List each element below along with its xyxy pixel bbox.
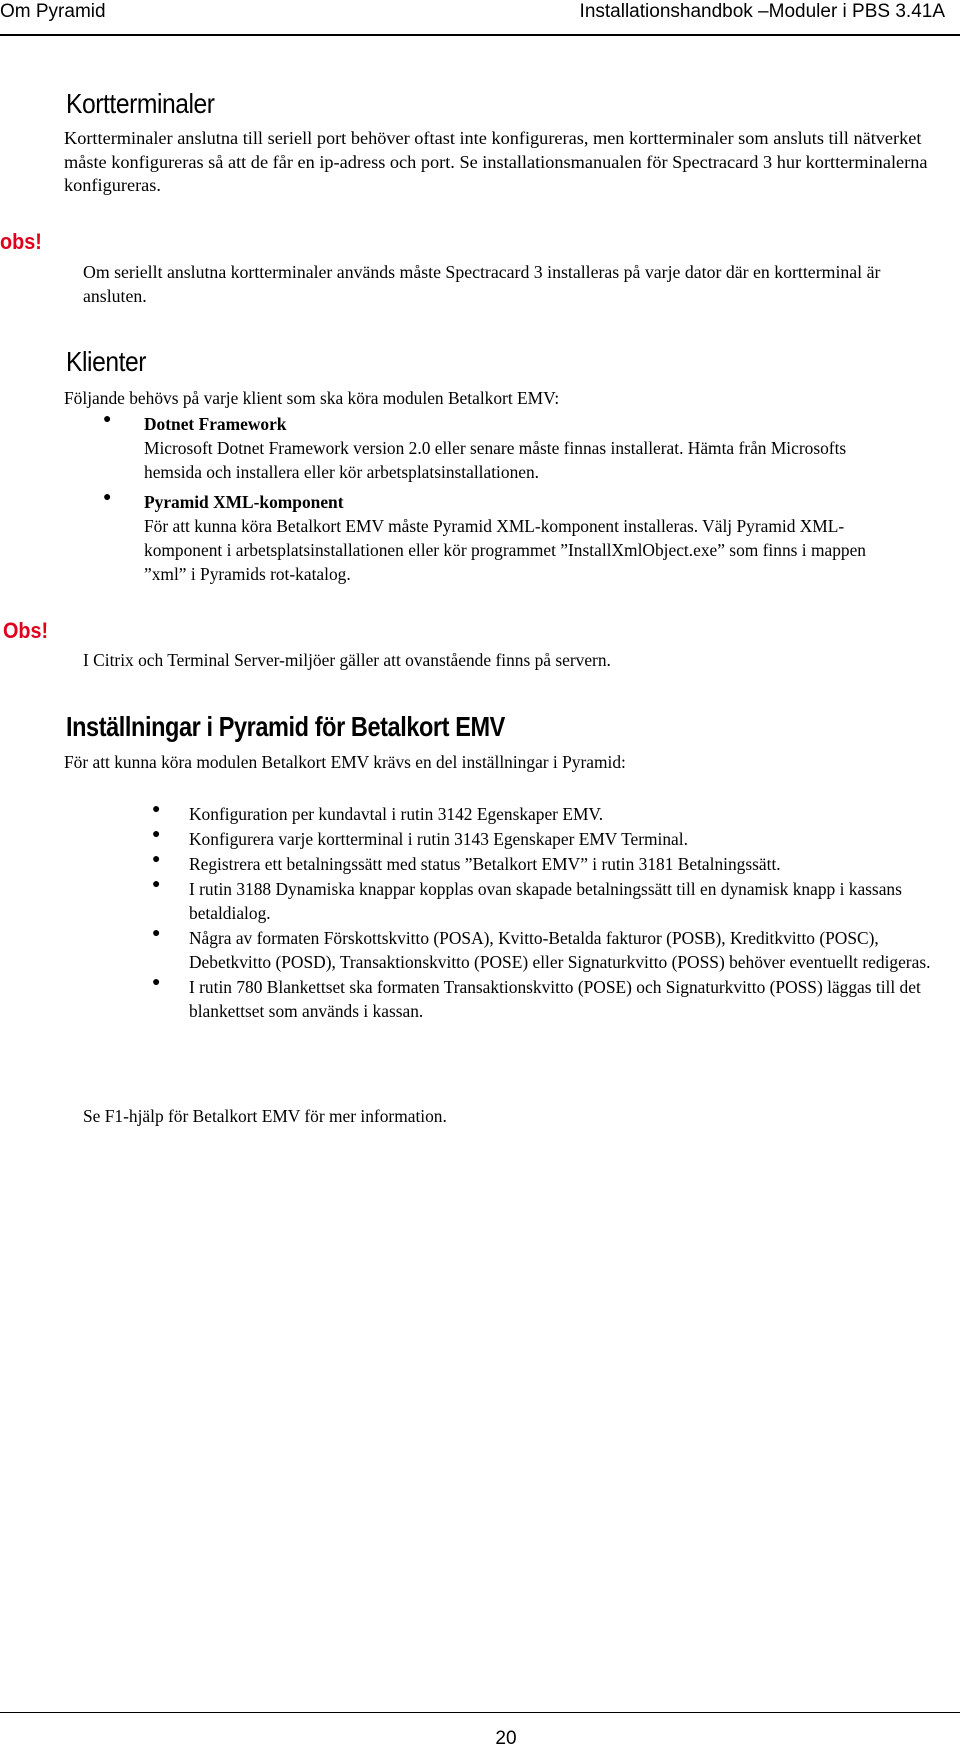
note-label-obs: obs!	[0, 229, 42, 254]
list-item	[152, 926, 934, 974]
list-item	[152, 852, 934, 876]
installningar-outro: Se F1-hjälp för Betalkort EMV för mer information.	[83, 1106, 447, 1126]
list-item	[152, 827, 934, 851]
header-right: Installationshandbok –Moduler i PBS 3.41A	[579, 1, 945, 22]
footer-divider	[0, 1712, 960, 1713]
bullet-icon: ●	[152, 975, 161, 990]
bullet-icon: ●	[152, 852, 161, 867]
note-text-obs: Om seriellt anslutna kortterminaler används måste Spectracard 3 installeras på varje dator där en kortterminal är ansluten.	[83, 262, 881, 306]
bullet-icon: ●	[152, 926, 161, 941]
installningar-list	[152, 802, 934, 1024]
bullet-icon: ●	[152, 802, 161, 817]
page-number: 20	[495, 1728, 517, 1749]
klienter-intro: Följande behövs på varje klient som ska köra modulen Betalkort EMV:	[64, 388, 560, 408]
list-item	[152, 877, 934, 925]
list-item-text: Några av formaten Förskottskvitto (POSA), Kvitto-Betalda fakturor (POSB), Kreditkvitto (POSC), Debetkvitto (POSD), Transaktionskvitto (POSE) eller Signaturkvitto (POSS) behöver eventuellt redigeras.	[189, 928, 931, 972]
section-title-kortterminaler: Kortterminaler	[66, 88, 215, 119]
list-item	[152, 802, 934, 826]
kortterminaler-paragraph: Kortterminaler anslutna till seriell port behöver oftast inte konfigureras, men kortterminaler som ansluts till nätverket måste konfigureras så att de får en ip-adress och port. Se installationsmanualen för Spectracard 3 hur kortterminalerna konfigureras.	[64, 128, 928, 195]
header-divider	[0, 34, 960, 36]
section-title-installningar: Inställningar i Pyramid för Betalkort EMV	[66, 711, 505, 742]
list-item-term: Pyramid XML-komponent	[144, 492, 344, 512]
list-item	[152, 975, 934, 1023]
note-text-obs-2: I Citrix och Terminal Server-miljöer gäller att ovanstående finns på servern.	[83, 650, 611, 670]
bullet-icon: ●	[103, 412, 112, 427]
klienter-list	[103, 412, 884, 592]
list-item-text: Registrera ett betalningssätt med status ”Betalkort EMV” i rutin 3181 Betalningssätt.	[189, 854, 781, 874]
list-item-text: Konfiguration per kundavtal i rutin 3142 Egenskaper EMV.	[189, 804, 604, 824]
installningar-intro: För att kunna köra modulen Betalkort EMV krävs en del inställningar i Pyramid:	[64, 752, 626, 772]
note-label-obs-2: Obs!	[3, 618, 49, 643]
header-left: Om Pyramid	[0, 1, 106, 22]
section-title-klienter: Klienter	[66, 346, 147, 377]
list-item	[103, 490, 884, 586]
bullet-icon: ●	[152, 827, 161, 842]
list-item-text: I rutin 3188 Dynamiska knappar kopplas ovan skapade betalningssätt till en dynamisk knapp i kassans betaldialog.	[189, 879, 902, 923]
list-item-desc: Microsoft Dotnet Framework version 2.0 eller senare måste finnas installerat. Hämta från Microsofts hemsida och installera eller kör arbetsplatsinstallationen.	[144, 438, 847, 482]
list-item-term: Dotnet Framework	[144, 414, 287, 434]
bullet-icon: ●	[152, 877, 161, 892]
list-item-desc: För att kunna köra Betalkort EMV måste Pyramid XML-komponent installeras. Välj Pyramid XML-komponent i arbetsplatsinstallationen eller kör programmet ”InstallXmlObject.exe” som finns i mappen ”xml” i Pyramids rot-katalog.	[144, 516, 867, 584]
bullet-icon: ●	[103, 490, 112, 505]
list-item-text: Konfigurera varje kortterminal i rutin 3143 Egenskaper EMV Terminal.	[189, 829, 688, 849]
list-item	[103, 412, 884, 484]
list-item-text: I rutin 780 Blankettset ska formaten Transaktionskvitto (POSE) och Signaturkvitto (POSS) läggas till det blankettset som används i kassan.	[189, 977, 921, 1021]
